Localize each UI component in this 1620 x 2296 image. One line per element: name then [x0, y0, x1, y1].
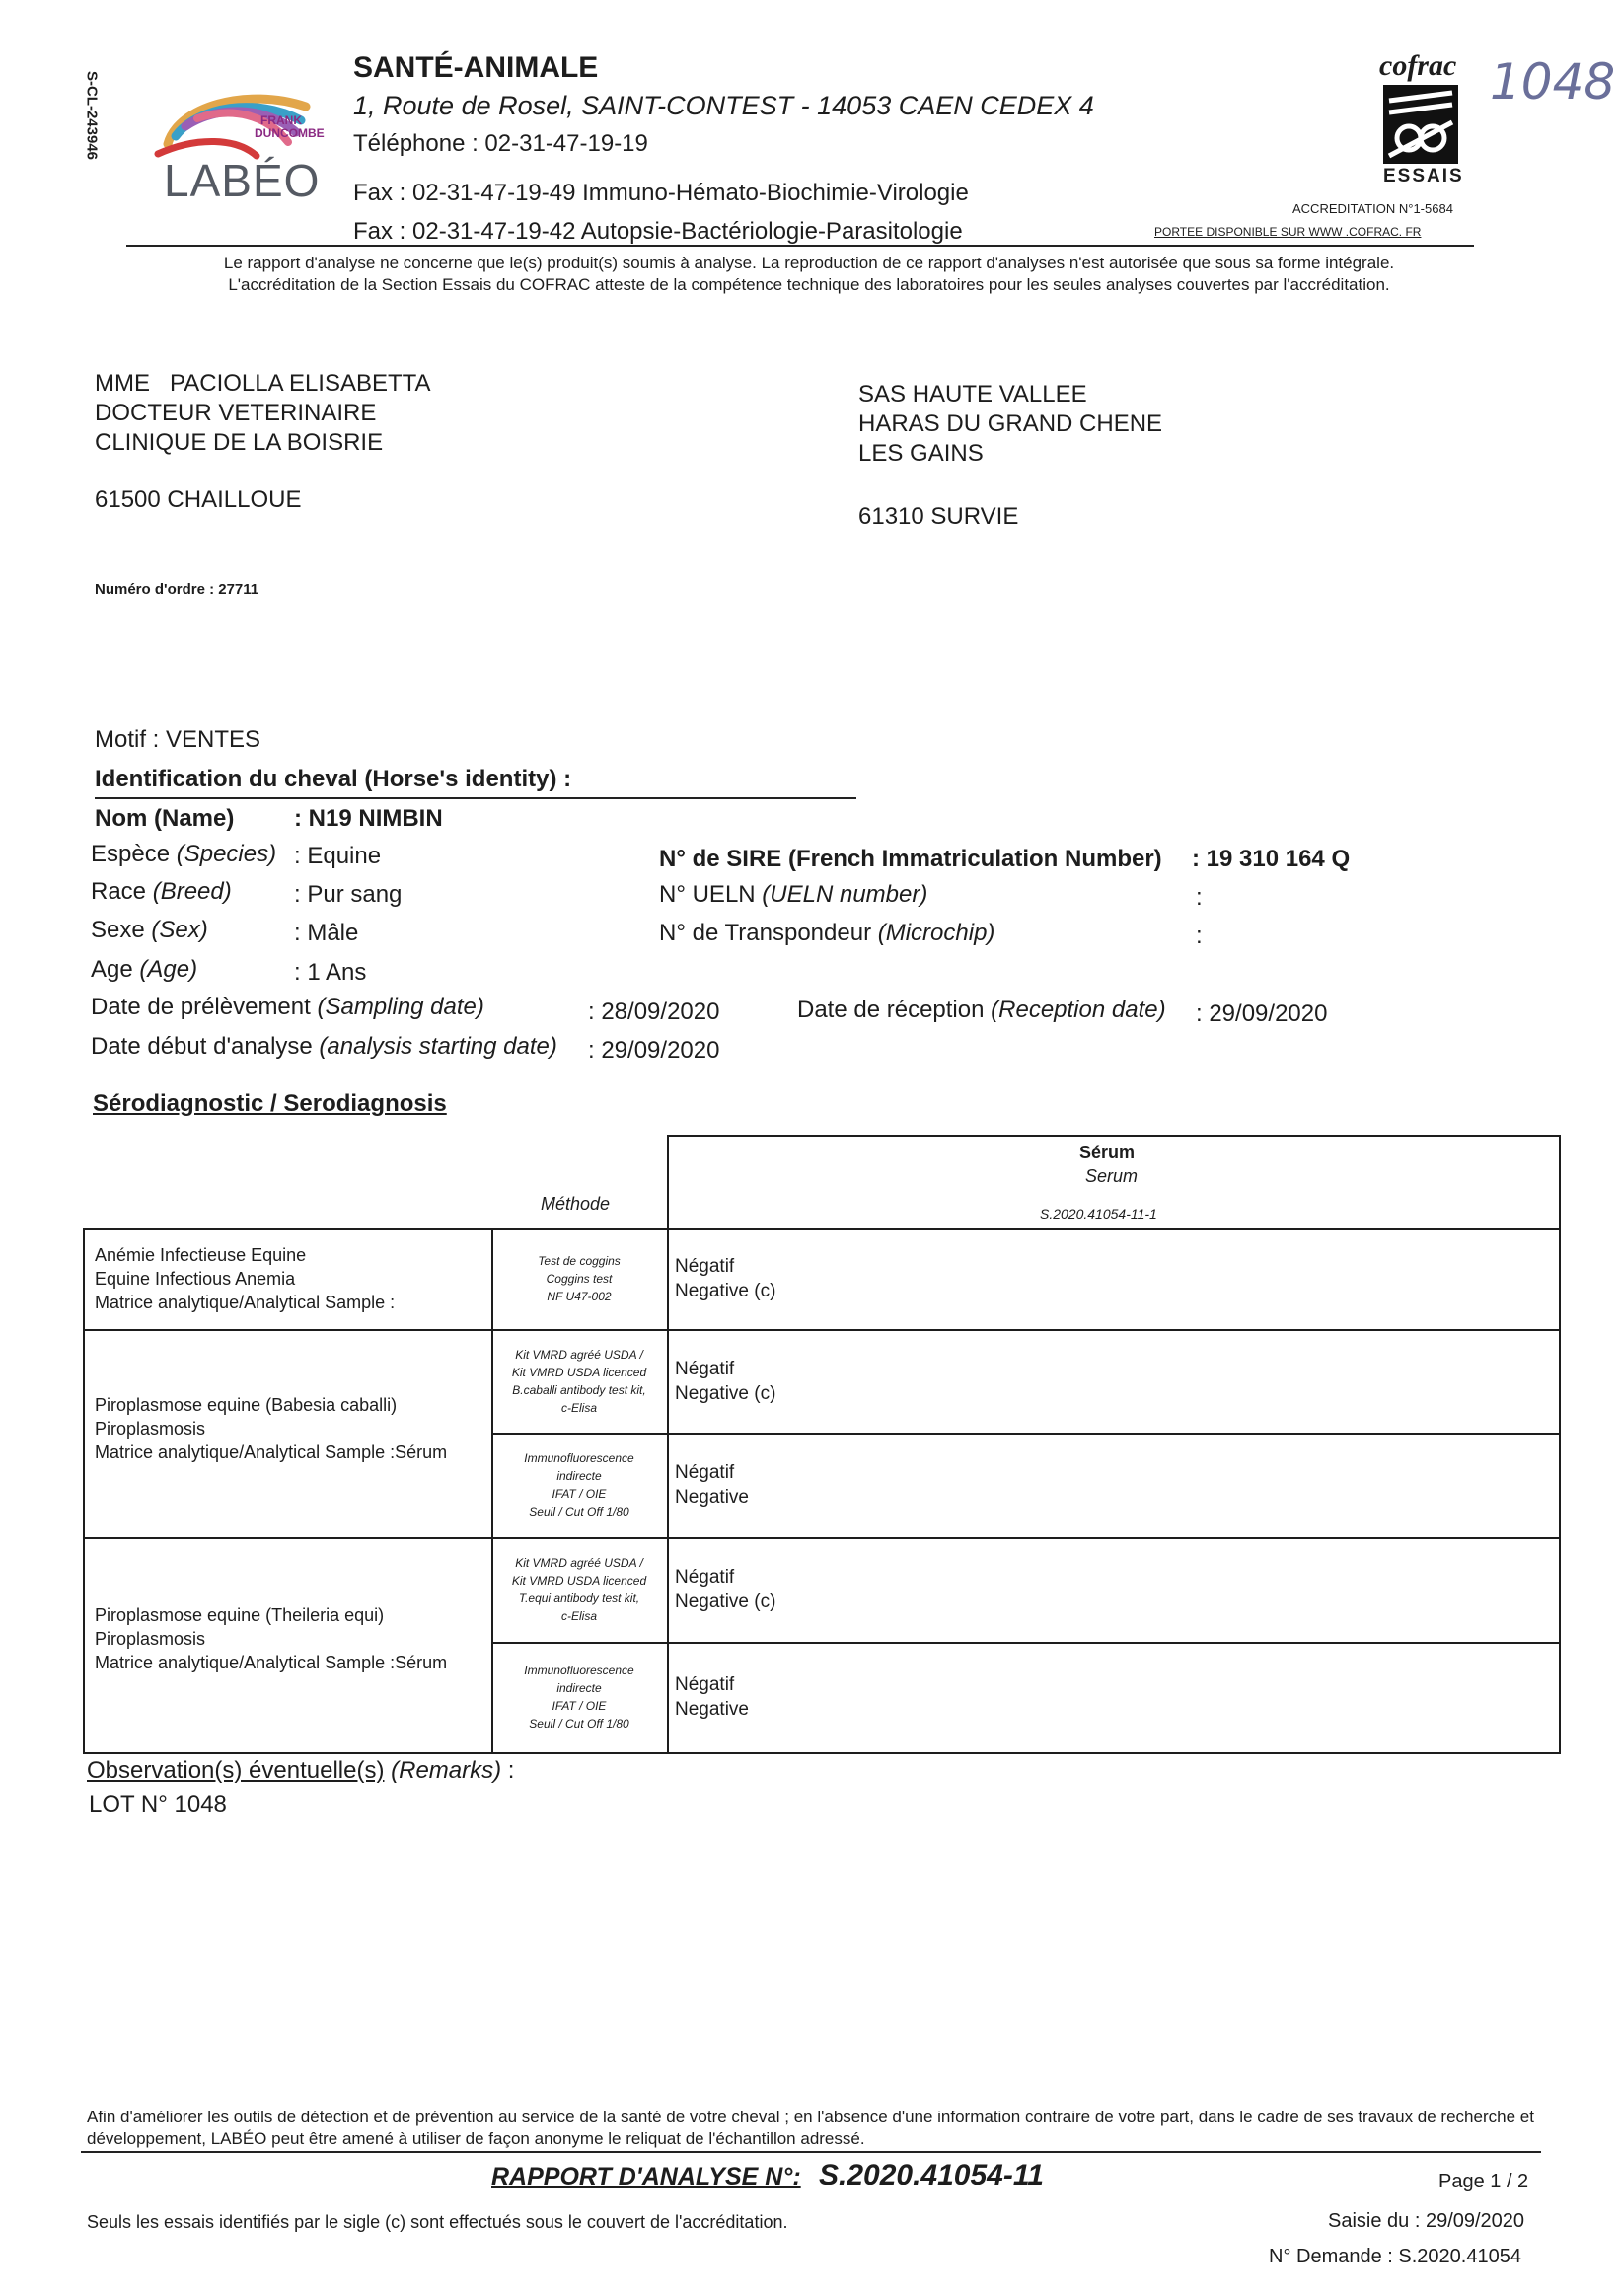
- method-line: Kit VMRD agréé USDA /: [515, 1347, 643, 1362]
- table-line-sub: [491, 1433, 1561, 1435]
- start-value: : 29/09/2020: [588, 1037, 720, 1064]
- remarks-value: LOT N° 1048: [89, 1791, 227, 1817]
- header-divider: [126, 245, 1474, 247]
- side-code-text: S-CL-243946: [83, 70, 101, 161]
- table-line-group: [83, 1537, 1561, 1539]
- test-name-line: Piroplasmosis: [95, 1629, 206, 1649]
- breed-label-fr: Race: [91, 878, 147, 905]
- reception-label: [797, 997, 1166, 1024]
- method-line: Kit VMRD USDA licenced: [511, 1574, 647, 1588]
- method-line: indirecte: [556, 1681, 602, 1695]
- method-line: Immunofluorescence: [524, 1451, 634, 1465]
- sampling-label-fr: Date de prélèvement: [91, 994, 311, 1020]
- result-fr: Négatif: [675, 1567, 735, 1588]
- result-en: Negative (c): [675, 1382, 776, 1404]
- species-label: [91, 841, 276, 868]
- remarks-label: [87, 1757, 514, 1785]
- name-label: Nom (Name): [95, 805, 235, 832]
- method-line: T.equi antibody test kit,: [518, 1592, 640, 1605]
- side-code: [77, 61, 107, 170]
- transponder-label-fr: N° de Transpondeur: [659, 920, 872, 946]
- test-name-line: Matrice analytique/Analytical Sample :: [95, 1293, 396, 1312]
- sero-heading: Sérodiagnostic / Serodiagnosis: [93, 1090, 447, 1117]
- owner-line-1: SAS HAUTE VALLEE: [858, 381, 1087, 407]
- test-name-line: Equine Infectious Anemia: [95, 1269, 296, 1289]
- table-header-right-border: [1559, 1135, 1561, 1230]
- method-line: IFAT / OIE: [552, 1699, 607, 1713]
- test-name-line: Matrice analytique/Analytical Sample :Sérum: [95, 1443, 448, 1462]
- table-line-sub: [491, 1329, 1561, 1331]
- accreditation-note: Seuls les essais identifiés par le sigle (c) sont effectués sous le couvert de l'accréditation.: [87, 2212, 788, 2232]
- sampling-value: : 28/09/2020: [588, 999, 720, 1025]
- owner-line-2: HARAS DU GRAND CHENE: [858, 410, 1163, 437]
- accreditation-number: ACCREDITATION N°1-5684: [1292, 201, 1453, 216]
- col-sample-en: Serum: [1085, 1166, 1139, 1186]
- result-fr: Négatif: [675, 1674, 735, 1695]
- order-number: Numéro d'ordre : 27711: [95, 581, 259, 598]
- disclaimer-line-2: L'accréditation de la Section Essais du COFRAC atteste de la compétence technique des laboratoires pour les seules analyses couvertes par l'accréditation.: [228, 275, 1390, 294]
- sex-value: : Mâle: [294, 920, 359, 946]
- result-en: Negative (c): [675, 1281, 776, 1301]
- col-method: Méthode: [541, 1194, 611, 1214]
- species-value: : Equine: [294, 843, 382, 869]
- method-line: Immunofluorescence: [524, 1664, 634, 1677]
- age-value: : 1 Ans: [294, 959, 367, 986]
- result-en: Negative: [675, 1699, 749, 1720]
- method-line: IFAT / OIE: [552, 1487, 607, 1501]
- name-value: : N19 NIMBIN: [294, 805, 443, 832]
- method-line: Kit VMRD USDA licenced: [511, 1365, 647, 1379]
- test-name-line: Anémie Infectieuse Equine: [95, 1245, 307, 1265]
- ueln-value: :: [1196, 884, 1203, 911]
- portee-link[interactable]: PORTEE DISPONIBLE SUR WWW .COFRAC. FR: [1154, 225, 1422, 239]
- test-name-line: Piroplasmose equine (Babesia caballi): [95, 1395, 398, 1415]
- result-fr: Négatif: [675, 1358, 735, 1379]
- result-fr: Négatif: [675, 1462, 735, 1483]
- saisie-date: Saisie du : 29/09/2020: [1328, 2210, 1525, 2232]
- sex-label-fr: Sexe: [91, 917, 145, 943]
- start-label-en: (analysis starting date): [319, 1033, 557, 1060]
- logo-sub-duncombe: DUNCOMBE: [255, 126, 325, 140]
- sampling-label-en: (Sampling date): [317, 994, 484, 1020]
- recipient-line-4: 61500 CHAILLOUE: [95, 486, 302, 513]
- identity-underline: [95, 797, 856, 799]
- remarks-label-fr: Observation(s) éventuelle(s): [87, 1757, 385, 1784]
- method-line: Seuil / Cut Off 1/80: [529, 1505, 629, 1518]
- sire-label: N° de SIRE (French Immatriculation Number): [659, 846, 1162, 872]
- test-name-line: Piroplasmose equine (Theileria equi): [95, 1605, 385, 1625]
- report-label-text: RAPPORT D'ANALYSE N°:: [491, 2163, 801, 2190]
- table-line-col2: [667, 1228, 669, 1754]
- lab-fax-2: Fax : 02-31-47-19-42 Autopsie-Bactériologie-Parasitologie: [353, 218, 963, 245]
- age-label-en: (Age): [139, 956, 198, 983]
- method-line: B.caballi antibody test kit,: [512, 1382, 646, 1397]
- start-label-fr: Date début d'analyse: [91, 1033, 313, 1060]
- report-label: [491, 2163, 801, 2191]
- remarks-label-en: (Remarks): [391, 1757, 502, 1784]
- report-number: S.2020.41054-11: [819, 2159, 1044, 2191]
- method-line: NF U47-002: [547, 1290, 612, 1303]
- reception-label-en: (Reception date): [991, 997, 1166, 1023]
- owner-line-3: LES GAINS: [858, 440, 984, 467]
- ueln-label-fr: N° UELN: [659, 881, 756, 908]
- disclaimer-line-1: Le rapport d'analyse ne concerne que le(s) produit(s) soumis à analyse. La reproduction de ce rapport d'analyses n'est autorisée que sous sa forme intégrale.: [223, 254, 1395, 272]
- recipient-line-3: CLINIQUE DE LA BOISRIE: [95, 429, 384, 456]
- species-label-en: (Species): [176, 841, 277, 867]
- cofrac-emblem-icon: [1381, 83, 1460, 166]
- demande-number: N° Demande : S.2020.41054: [1269, 2246, 1521, 2267]
- test-name-line: Piroplasmosis: [95, 1419, 206, 1439]
- test-name-line: Matrice analytique/Analytical Sample :Sérum: [95, 1653, 448, 1672]
- table-line-bottom: [83, 1752, 1561, 1754]
- recipient-line-2: DOCTEUR VETERINAIRE: [95, 400, 377, 426]
- table-line-sub: [491, 1642, 1561, 1644]
- reception-label-fr: Date de réception: [797, 997, 985, 1023]
- footer-divider: [81, 2151, 1541, 2153]
- result-fr: Négatif: [675, 1256, 735, 1277]
- sex-label: [91, 917, 208, 944]
- transponder-value: :: [1196, 923, 1203, 949]
- lab-telephone: Téléphone : 02-31-47-19-19: [353, 130, 648, 157]
- breed-label: [91, 878, 232, 906]
- cofrac-name: cofrac: [1379, 49, 1457, 82]
- logo-brand: LABÉO: [164, 155, 321, 206]
- reception-value: : 29/09/2020: [1196, 1000, 1328, 1027]
- transponder-label: [659, 920, 994, 947]
- owner-line-4: 61310 SURVIE: [858, 503, 1019, 530]
- handwritten-note: 1048: [1490, 53, 1616, 111]
- logo-sub-frank: FRANK: [260, 113, 302, 127]
- table-line-left: [83, 1228, 85, 1754]
- method-line: Kit VMRD agréé USDA /: [515, 1556, 643, 1570]
- cofrac-essais: ESSAIS: [1383, 166, 1464, 186]
- method-line: c-Elisa: [560, 1609, 597, 1623]
- breed-value: : Pur sang: [294, 881, 403, 908]
- recipient-address: [95, 369, 431, 515]
- method-line: c-Elisa: [560, 1400, 597, 1415]
- age-label-fr: Age: [91, 956, 133, 983]
- start-label: [91, 1033, 557, 1061]
- table-line-right: [1559, 1228, 1561, 1754]
- ueln-label-en: (UELN number): [762, 881, 928, 908]
- breed-label-en: (Breed): [152, 878, 232, 905]
- result-en: Negative (c): [675, 1592, 776, 1612]
- age-label: [91, 956, 197, 984]
- sex-label-en: (Sex): [151, 917, 208, 943]
- method-line: Seuil / Cut Off 1/80: [529, 1717, 629, 1731]
- sampling-label: [91, 994, 484, 1021]
- table-header-top-border: [667, 1135, 1559, 1137]
- lab-address: 1, Route de Rosel, SAINT-CONTEST - 14053 CAEN CEDEX 4: [353, 91, 1094, 120]
- table-line-group: [83, 1329, 491, 1331]
- method-line: Coggins test: [546, 1272, 613, 1286]
- ueln-label: [659, 881, 927, 909]
- identity-heading: Identification du cheval (Horse's identity) :: [95, 766, 572, 792]
- disclaimer: [99, 253, 1519, 296]
- lab-title: SANTÉ-ANIMALE: [353, 51, 599, 84]
- lab-fax-1: Fax : 02-31-47-19-49 Immuno-Hémato-Biochimie-Virologie: [353, 180, 969, 206]
- transponder-label-en: (Microchip): [877, 920, 995, 946]
- page-number: Page 1 / 2: [1438, 2171, 1529, 2192]
- motif: Motif : VENTES: [95, 726, 261, 753]
- species-label-fr: Espèce: [91, 841, 171, 867]
- table-header-left-border: [667, 1135, 669, 1228]
- result-en: Negative: [675, 1487, 749, 1508]
- col-sample-fr: Sérum: [1079, 1143, 1136, 1162]
- footer-note: Afin d'améliorer les outils de détection et de prévention au service de la santé de votre cheval ; en l'absence d'une information contraire de votre part, dans le cadre de ses travaux de recherche et développement, LABÉO peut être amené à utiliser de façon anonyme le reliquat de l'échantillon adressé.: [87, 2108, 1534, 2148]
- sire-value: : 19 310 164 Q: [1192, 846, 1351, 872]
- method-line: Test de coggins: [538, 1254, 621, 1268]
- remarks-colon: :: [507, 1757, 515, 1784]
- logo-sub: [255, 114, 325, 140]
- owner-address: [858, 380, 1162, 532]
- table-line-top: [83, 1228, 1561, 1230]
- col-sample-id: S.2020.41054-11-1: [1040, 1206, 1157, 1222]
- method-line: indirecte: [556, 1469, 602, 1483]
- recipient-line-1: MME PACIOLLA ELISABETTA: [95, 370, 431, 397]
